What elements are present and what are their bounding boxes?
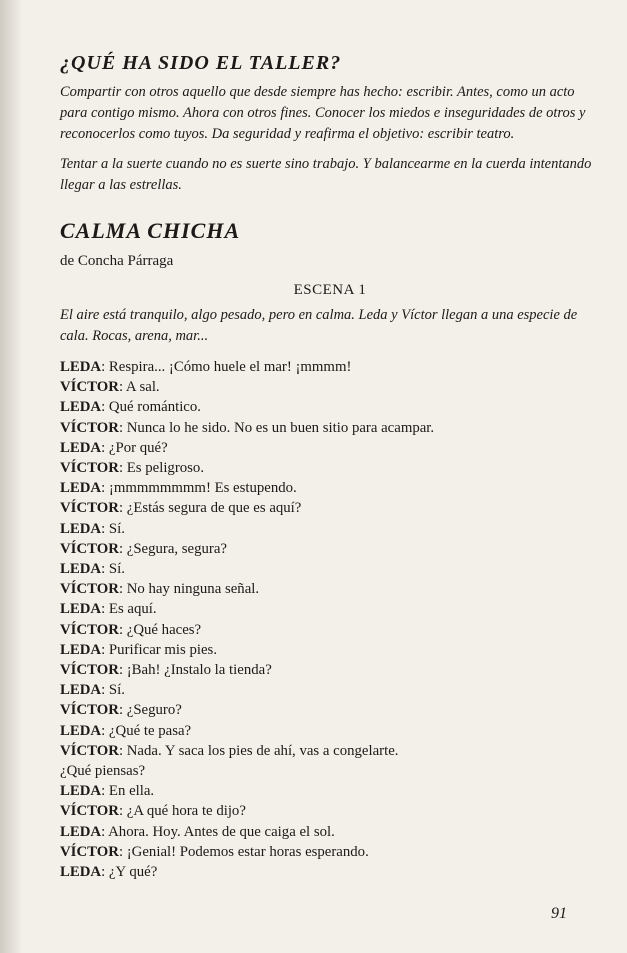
line-text: : Es aquí. xyxy=(101,601,157,618)
line-text: : En ella. xyxy=(101,783,155,800)
line-text: : ¿Y qué? xyxy=(101,864,158,881)
dialogue-line xyxy=(60,741,600,761)
intro-paragraph: Compartir con otros aquello que desde siempre has hecho: escribir. Antes, como un acto para contigo mismo. Ahora con otros fines. Conocer los miedos e inseguridades de otros y reconocerlos como tuyos. Da seguridad y reafirma el objetivo: escribir teatro. xyxy=(60,84,586,142)
line-text: : ¿Por qué? xyxy=(101,439,168,456)
line-text: : Nunca lo he sido. No es un buen sitio para acampar. xyxy=(118,419,435,436)
speaker-name: LEDA xyxy=(60,823,102,840)
dialogue-line xyxy=(60,640,600,660)
speaker-name: VÍCTOR xyxy=(60,662,119,679)
line-text: : ¡Genial! Podemos estar horas esperando. xyxy=(118,843,369,860)
line-text: : ¿Segura, segura? xyxy=(118,540,227,557)
line-text: : No hay ninguna señal. xyxy=(118,581,260,598)
section-title-taller: ¿QUÉ HA SIDO EL TALLER? xyxy=(60,52,342,74)
speaker-name: LEDA xyxy=(60,359,102,375)
dialogue-line xyxy=(60,478,600,498)
dialogue-line xyxy=(60,781,600,801)
dialogue-line xyxy=(60,418,600,438)
speaker-name: VÍCTOR xyxy=(60,500,119,517)
line-text: : ¿Seguro? xyxy=(118,702,182,719)
intro-paragraph: Tentar a la suerte cuando no es suerte sino trabajo. Y balancearme en la cuerda intentando llegar a las estrellas. xyxy=(60,156,592,193)
line-text: : Es peligroso. xyxy=(118,460,205,477)
dialogue-line xyxy=(60,801,600,821)
dialogue-line xyxy=(60,842,600,862)
page-content xyxy=(60,50,600,882)
line-text: : ¿A qué hora te dijo? xyxy=(118,803,246,820)
dialogue-line xyxy=(60,700,600,720)
line-text: : Sí. xyxy=(101,682,125,699)
dialogue-line xyxy=(60,620,600,640)
speaker-name: LEDA xyxy=(60,480,102,497)
line-text: : ¿Qué te pasa? xyxy=(101,722,192,739)
intro-paragraphs xyxy=(60,82,600,196)
speaker-name: VÍCTOR xyxy=(60,803,119,820)
dialogue-line xyxy=(60,721,600,741)
dialogue-line xyxy=(60,822,600,842)
dialogue-line xyxy=(60,559,600,579)
dialogue-line xyxy=(60,579,600,599)
dialogue-line xyxy=(60,862,600,882)
dialogue-line xyxy=(60,599,600,619)
play-author: de Concha Párraga xyxy=(60,253,174,269)
page-number: 91 xyxy=(551,905,567,922)
speaker-name: VÍCTOR xyxy=(60,419,119,436)
dialogue-line xyxy=(60,519,600,539)
line-text: : Sí. xyxy=(101,520,125,537)
speaker-name: VÍCTOR xyxy=(60,742,119,759)
dialogue-line xyxy=(60,498,600,518)
speaker-name: VÍCTOR xyxy=(60,621,119,638)
speaker-name: LEDA xyxy=(60,601,102,618)
play-title: CALMA CHICHA xyxy=(60,218,241,243)
line-text: : Sí. xyxy=(101,561,125,578)
speaker-name: LEDA xyxy=(60,399,102,416)
speaker-name: VÍCTOR xyxy=(60,379,119,396)
dialogue-line xyxy=(60,539,600,559)
line-text: : Qué romántico. xyxy=(101,399,201,416)
dialogue-line xyxy=(60,660,600,680)
speaker-name: LEDA xyxy=(60,722,102,739)
dialogue-line xyxy=(60,357,600,377)
dialogue-line xyxy=(60,458,600,478)
speaker-name: VÍCTOR xyxy=(60,460,119,477)
speaker-name: LEDA xyxy=(60,864,102,881)
line-text: ¿Qué piensas? xyxy=(60,763,146,780)
dialogue-line xyxy=(60,377,600,397)
speaker-name: LEDA xyxy=(60,682,102,699)
page-gutter-shadow xyxy=(0,0,22,953)
line-text: : ¿Qué haces? xyxy=(118,621,202,638)
line-text: : ¡mmmmmmmm! Es estupendo. xyxy=(101,480,297,497)
line-text: : Respira... ¡Cómo huele el mar! ¡mmmm! xyxy=(101,359,352,375)
line-text: : Purificar mis pies. xyxy=(101,641,218,658)
speaker-name: LEDA xyxy=(60,783,102,800)
line-text: : ¡Bah! ¿Instalo la tienda? xyxy=(118,662,272,679)
speaker-name: LEDA xyxy=(60,641,102,658)
scene-heading: ESCENA 1 xyxy=(293,282,367,298)
dialogue-line xyxy=(60,680,600,700)
speaker-name: LEDA xyxy=(60,561,102,578)
speaker-name: VÍCTOR xyxy=(60,843,119,860)
speaker-name: VÍCTOR xyxy=(60,581,119,598)
speaker-name: LEDA xyxy=(60,520,102,537)
speaker-name: VÍCTOR xyxy=(60,702,119,719)
dialogue-line xyxy=(60,438,600,458)
line-text: : Ahora. Hoy. Antes de que caiga el sol. xyxy=(101,823,335,840)
speaker-name: LEDA xyxy=(60,439,102,456)
dialogue-line xyxy=(60,397,600,417)
line-text: : Nada. Y saca los pies de ahí, vas a congelarte. xyxy=(118,742,399,759)
dialogue xyxy=(60,357,600,882)
speaker-name: VÍCTOR xyxy=(60,540,119,557)
stage-direction: El aire está tranquilo, algo pesado, pero en calma. Leda y Víctor llegan a una especie de cala. Rocas, arena, mar... xyxy=(60,307,578,344)
dialogue-line xyxy=(60,761,600,781)
line-text: : ¿Estás segura de que es aquí? xyxy=(118,500,302,517)
line-text: : A sal. xyxy=(118,379,160,396)
